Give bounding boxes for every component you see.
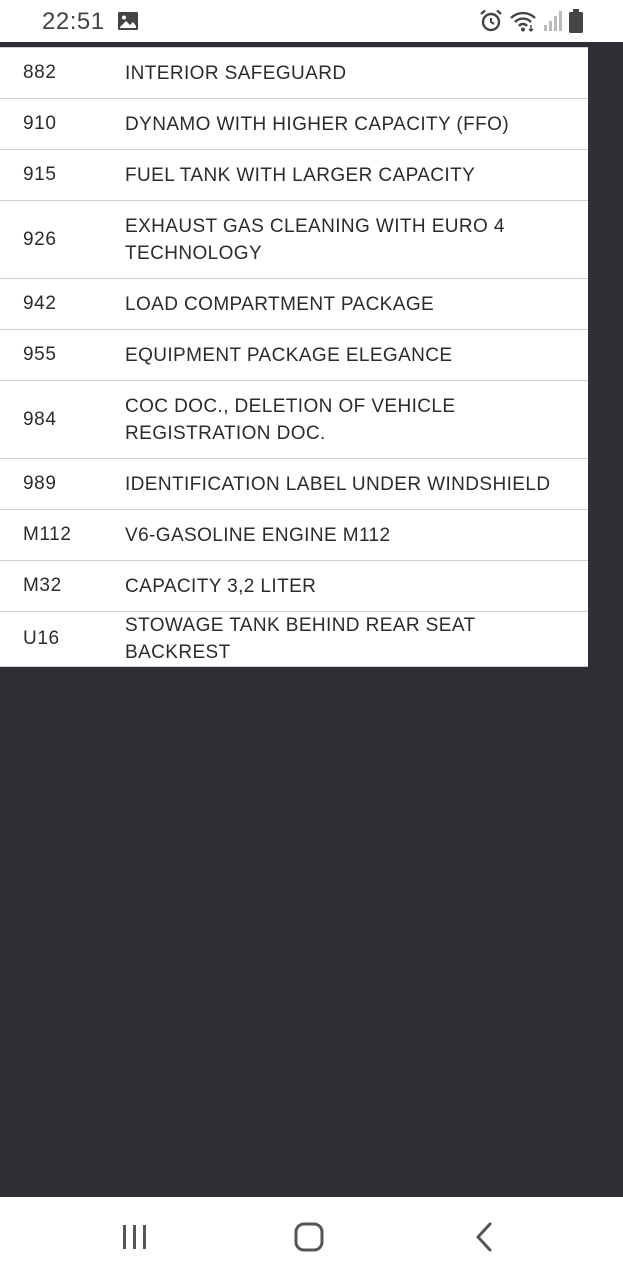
- battery-icon: [569, 9, 583, 33]
- option-code: 989: [23, 473, 57, 494]
- option-description: EQUIPMENT PACKAGE ELEGANCE: [125, 344, 453, 366]
- wifi-icon: [509, 10, 537, 32]
- table-row: [0, 201, 588, 279]
- signal-icon: [543, 10, 563, 32]
- table-row: [0, 561, 588, 612]
- table-row: [0, 48, 588, 99]
- status-time: 22:51: [42, 8, 105, 35]
- option-description: CAPACITY 3,2 LITER: [125, 575, 317, 597]
- option-description: EXHAUST GAS CLEANING WITH EURO 4 TECHNOLOGY: [125, 215, 505, 264]
- option-code: 955: [23, 344, 57, 365]
- status-bar: [0, 0, 623, 42]
- option-code: U16: [23, 628, 60, 649]
- option-code-table: [0, 47, 588, 667]
- table-row: [0, 150, 588, 201]
- alarm-icon: [479, 9, 503, 33]
- home-icon[interactable]: [294, 1222, 324, 1252]
- table-row: [0, 279, 588, 330]
- option-code: 910: [23, 113, 57, 134]
- option-code: M32: [23, 575, 62, 596]
- option-description: INTERIOR SAFEGUARD: [125, 62, 347, 84]
- back-icon[interactable]: [474, 1222, 494, 1252]
- table-row: [0, 99, 588, 150]
- table-row: [0, 459, 588, 510]
- table-row: [0, 330, 588, 381]
- option-code: 915: [23, 164, 57, 185]
- option-code: 926: [23, 228, 57, 250]
- table-row: [0, 510, 588, 561]
- option-code: 984: [23, 408, 57, 430]
- option-description: FUEL TANK WITH LARGER CAPACITY: [125, 164, 476, 186]
- option-code: 942: [23, 293, 57, 314]
- image-icon: [117, 11, 139, 31]
- option-description: DYNAMO WITH HIGHER CAPACITY (FFO): [125, 113, 510, 135]
- option-description: LOAD COMPARTMENT PACKAGE: [125, 293, 435, 315]
- option-description: IDENTIFICATION LABEL UNDER WINDSHIELD: [125, 473, 551, 495]
- navigation-bar: [0, 1197, 623, 1280]
- option-code: M112: [23, 524, 72, 545]
- table-row: [0, 381, 588, 459]
- table-row: [0, 612, 588, 667]
- option-description: COC DOC., DELETION OF VEHICLE REGISTRATION DOC.: [125, 395, 456, 444]
- option-description: V6-GASOLINE ENGINE M112: [125, 524, 391, 546]
- recent-apps-icon[interactable]: [120, 1223, 150, 1251]
- background-panel: [588, 42, 623, 1197]
- option-description: STOWAGE TANK BEHIND REAR SEAT BACKREST: [125, 615, 476, 663]
- option-code: 882: [23, 62, 57, 83]
